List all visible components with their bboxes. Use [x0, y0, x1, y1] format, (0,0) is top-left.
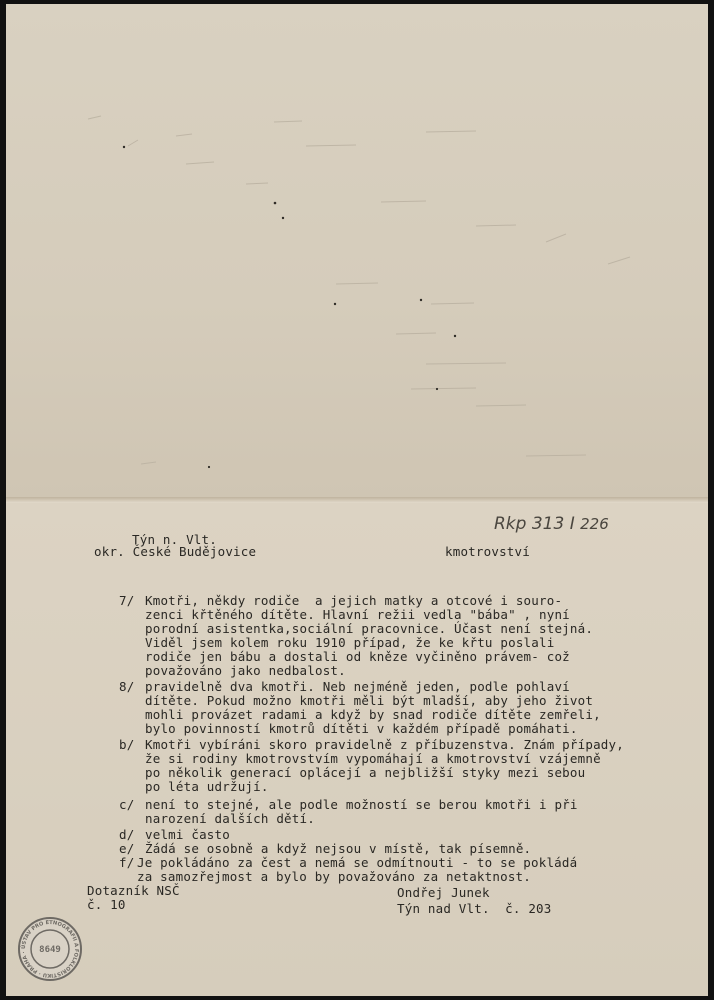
item-label-e: e/	[119, 841, 135, 856]
item-c-line-2: narození dalších dětí.	[145, 811, 315, 826]
item-8-line-1: pravidelně dva kmotři. Neb nejméně jeden, podle pohlaví	[145, 679, 570, 694]
item-7-line-4: Viděl jsem kolem roku 1910 případ, že ke křtu poslali	[145, 635, 555, 650]
item-8-line-2: dítěte. Pokud možno kmotři měli být mladší, aby jeho život	[145, 693, 594, 708]
document-page	[6, 4, 708, 996]
questionnaire-label: Dotazník NSČ	[87, 883, 180, 898]
header-topic: kmotrovství	[445, 544, 530, 559]
header-town: Týn n. Vlt.	[132, 532, 217, 547]
item-f-line-2: za samozřejmost a bylo by považováno za netaktnost.	[137, 869, 532, 884]
item-label-8: 8/	[119, 679, 135, 694]
item-7-line-6: považováno jako nedbalost.	[145, 663, 346, 678]
item-e-line-1: Žádá se osobně a když nejsou v místě, tak písemně.	[145, 841, 532, 856]
item-7-line-2: zenci křtěného dítěte. Hlavní režii vedla "bába" , nyní	[145, 607, 570, 622]
stamp-ring-text: ÚSTAV PRO ETNOGRAFII A FOLKLORISTIKU · PRAHA ·	[20, 919, 80, 979]
item-b-line-3: po několik generací oplácejí a nejbližší styky mezi sebou	[145, 765, 586, 780]
item-label-d: d/	[119, 827, 135, 842]
item-b-line-1: Kmotři vybíráni skoro pravidelně z příbuzenstva. Znám případy,	[145, 737, 624, 752]
author-name: Ondřej Junek	[397, 885, 490, 900]
header-district: okr. České Budějovice	[94, 544, 257, 559]
item-d-line-1: velmi často	[145, 827, 230, 842]
stamp-number: 8649	[39, 945, 61, 955]
archive-signature-mark: Rkp 313 I	[494, 514, 581, 534]
archive-stamp-icon	[17, 916, 83, 982]
author-address: Týn nad Vlt. č. 203	[397, 901, 552, 916]
item-b-line-2: že si rodiny kmotrovstvím vypomáhají a kmotrovství vzájemně	[145, 751, 601, 766]
item-label-7: 7/	[119, 593, 135, 608]
item-7-line-5: rodiče jen bábu a dostali od kněze vyčiněno právem- což	[145, 649, 570, 664]
archive-signature	[494, 514, 609, 534]
item-7-line-3: porodní asistentka,sociální pracovnice. Účast není stejná.	[145, 621, 594, 636]
item-label-c: c/	[119, 797, 135, 812]
show-through-marks	[6, 4, 708, 499]
item-8-line-3: mohli provázet radami a když by snad rodiče dítěte zemřeli,	[145, 707, 601, 722]
item-label-b: b/	[119, 737, 135, 752]
item-b-line-4: po léta udržují.	[145, 779, 269, 794]
item-f-line-1: Je pokládáno za čest a nemá se odmítnouti - to se pokládá	[137, 855, 578, 870]
item-7-line-1: Kmotři, někdy rodiče a jejich matky a otcové i souro-	[145, 593, 563, 608]
item-label-f: f/	[119, 855, 135, 870]
questionnaire-number: č. 10	[87, 897, 126, 912]
item-8-line-4: bylo povinností kmotrů dítěti v každém případě pomáhati.	[145, 721, 578, 736]
archive-signature-number: 226	[580, 515, 609, 533]
item-c-line-1: není to stejné, ale podle možností se berou kmotři i při	[145, 797, 578, 812]
